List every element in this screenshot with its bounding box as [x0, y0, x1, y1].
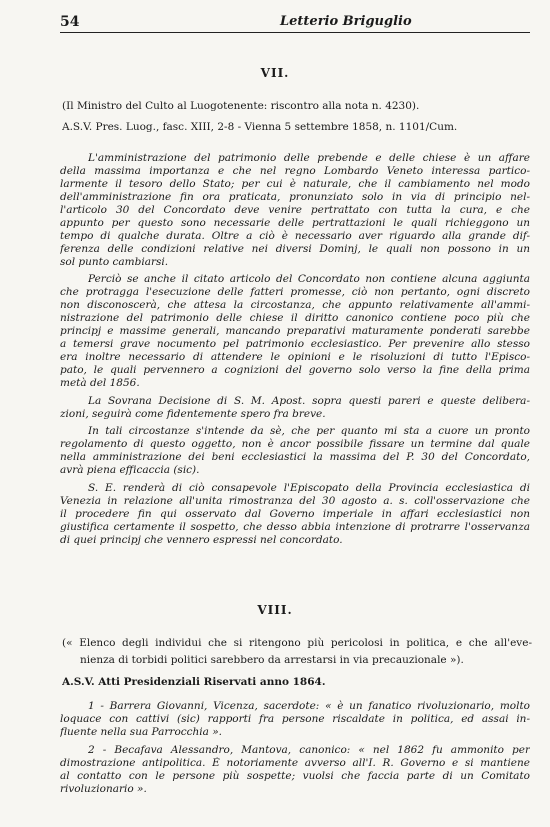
- body-text-line: il procedere fin qui osservato dal Governo imperiale in affari ecclesiastici non: [60, 508, 530, 520]
- body-text-line: che protragga l'esecuzione delle fatteri promesse, ciò non pertanto, ogni discreto: [60, 286, 530, 298]
- section-viii-intro-line: nienza di torbidi politici sarebbero da arrestarsi in via precauzionale »).: [80, 654, 464, 666]
- section-viii-archive-reference: A.S.V. Atti Presidenziali Riservati anno 1864.: [62, 676, 326, 688]
- body-text-line: avrà piena efficaccia (sic).: [60, 464, 200, 476]
- body-text-line: La Sovrana Decisione di S. M. Apost. sopra questi pareri e queste delibera-: [88, 395, 530, 407]
- body-text-line: L'amministrazione del patrimonio delle prebende e delle chiese è un affare: [88, 152, 530, 164]
- body-text-line: dell'amministrazione fin ora praticata, pronunziato solo in via di principio nel-: [60, 191, 530, 203]
- body-text-line: In tali circostanze s'intende da sè, che per quanto mi sta a cuore un pronto: [88, 425, 530, 437]
- body-text-line: pato, le quali pervennero a cognizioni del governo solo verso la fine della prima: [60, 364, 530, 376]
- body-text-line: S. E. renderà di ciò consapevole l'Episcopato della Provincia ecclesiastica di: [88, 482, 530, 494]
- body-text-line: ferenza delle condizioni relative nei diversi Dominj, le quali non possono in un: [60, 243, 530, 255]
- section-heading-viii: VIII.: [257, 603, 293, 617]
- body-text-line: Perciò se anche il citato articolo del Concordato non contiene alcuna aggiunta: [88, 273, 530, 285]
- body-text-line: di quei principj che vennero espressi nel concordato.: [60, 534, 343, 546]
- body-text-line: non disconoscerà, che attesa la circostanza, che appunto relativamente all'ammi-: [60, 299, 530, 311]
- list-entry-line: 2 - Becafava Alessandro, Mantova, canonico: « nel 1862 fu ammonito per: [88, 744, 530, 756]
- body-text-line: metà del 1856.: [60, 377, 140, 389]
- section-vii-archive-reference: A.S.V. Pres. Luog., fasc. XIII, 2-8 - Vienna 5 settembre 1858, n. 1101/Cum.: [62, 121, 458, 133]
- body-text-line: nella amministrazione dei beni ecclesiastici la massima del P. 30 del Concordato,: [60, 451, 530, 463]
- body-text-line: tempo di qualche durata. Oltre a ciò è necessario aver riguardo alla grande dif-: [60, 230, 530, 242]
- body-text-line: appunto per questo sono necessarie delle pertrattazioni le quali richieggono un: [60, 217, 530, 229]
- list-entry-line: rivoluzionario ».: [60, 783, 147, 795]
- running-header: [60, 12, 530, 33]
- list-entry-line: 1 - Barrera Giovanni, Vicenza, sacerdote: « è un fanatico rivoluzionario, molto: [88, 700, 530, 712]
- body-text-line: Venezia in relazione all'unita rimostranza del 30 agosto a. s. coll'osservazione che: [60, 495, 530, 507]
- section-vii-intro: (Il Ministro del Culto al Luogotenente: riscontro alla nota n. 4230).: [62, 100, 420, 112]
- body-text-line: era inoltre necessario di attendere le opinioni e le risoluzioni di tutto l'Episco-: [60, 351, 530, 363]
- body-text-line: nistrazione del patrimonio delle chiese il diritto canonico contiene poco più che: [60, 312, 530, 324]
- body-text-line: larmente il tesoro dello Stato; per cui è naturale, che il cambiamento nel modo: [60, 178, 530, 190]
- page-number: 54: [60, 14, 80, 30]
- body-text-line: a temersi grave nocumento pel patrimonio ecclesiastico. Per prevenire allo stesso: [60, 338, 530, 350]
- body-text-line: giustifica certamente il sospetto, che desso abbia intenzione di protrarre l'osservanza: [60, 521, 530, 533]
- body-text-line: regolamento di questo oggetto, non è ancor possibile fissare un termine dal quale: [60, 438, 530, 450]
- running-title: Letterio Briguglio: [280, 14, 412, 29]
- list-entry-line: fluente nella sua Parrocchia ».: [60, 726, 223, 738]
- list-entry-line: dimostrazione antipolitica. È notoriamente avverso all'I. R. Governo e si mantiene: [60, 757, 530, 769]
- section-heading-vii: VII.: [260, 66, 290, 80]
- section-viii-intro-line: (« Elenco degli individui che si ritengono più pericolosi in politica, e che all'eve-: [62, 637, 532, 649]
- body-text-line: principj e massime generali, mancando preparativi maturamente ponderati sarebbe: [60, 325, 530, 337]
- body-text-line: zioni, seguirà come fidentemente spero fra breve.: [60, 408, 326, 420]
- list-entry-line: loquace con cattivi (sic) rapporti fra persone riscaldate in politica, ed assai in-: [60, 713, 530, 725]
- body-text-line: della massima importanza e che nel regno Lombardo Veneto interessa partico-: [60, 165, 530, 177]
- body-text-line: sol punto cambiarsi.: [60, 256, 169, 268]
- list-entry-line: al contatto con le persone più sospette; vuolsi che faccia parte di un Comitato: [60, 770, 530, 782]
- body-text-line: l'articolo 30 del Concordato deve venire pertrattato con tutta la cura, e che: [60, 204, 530, 216]
